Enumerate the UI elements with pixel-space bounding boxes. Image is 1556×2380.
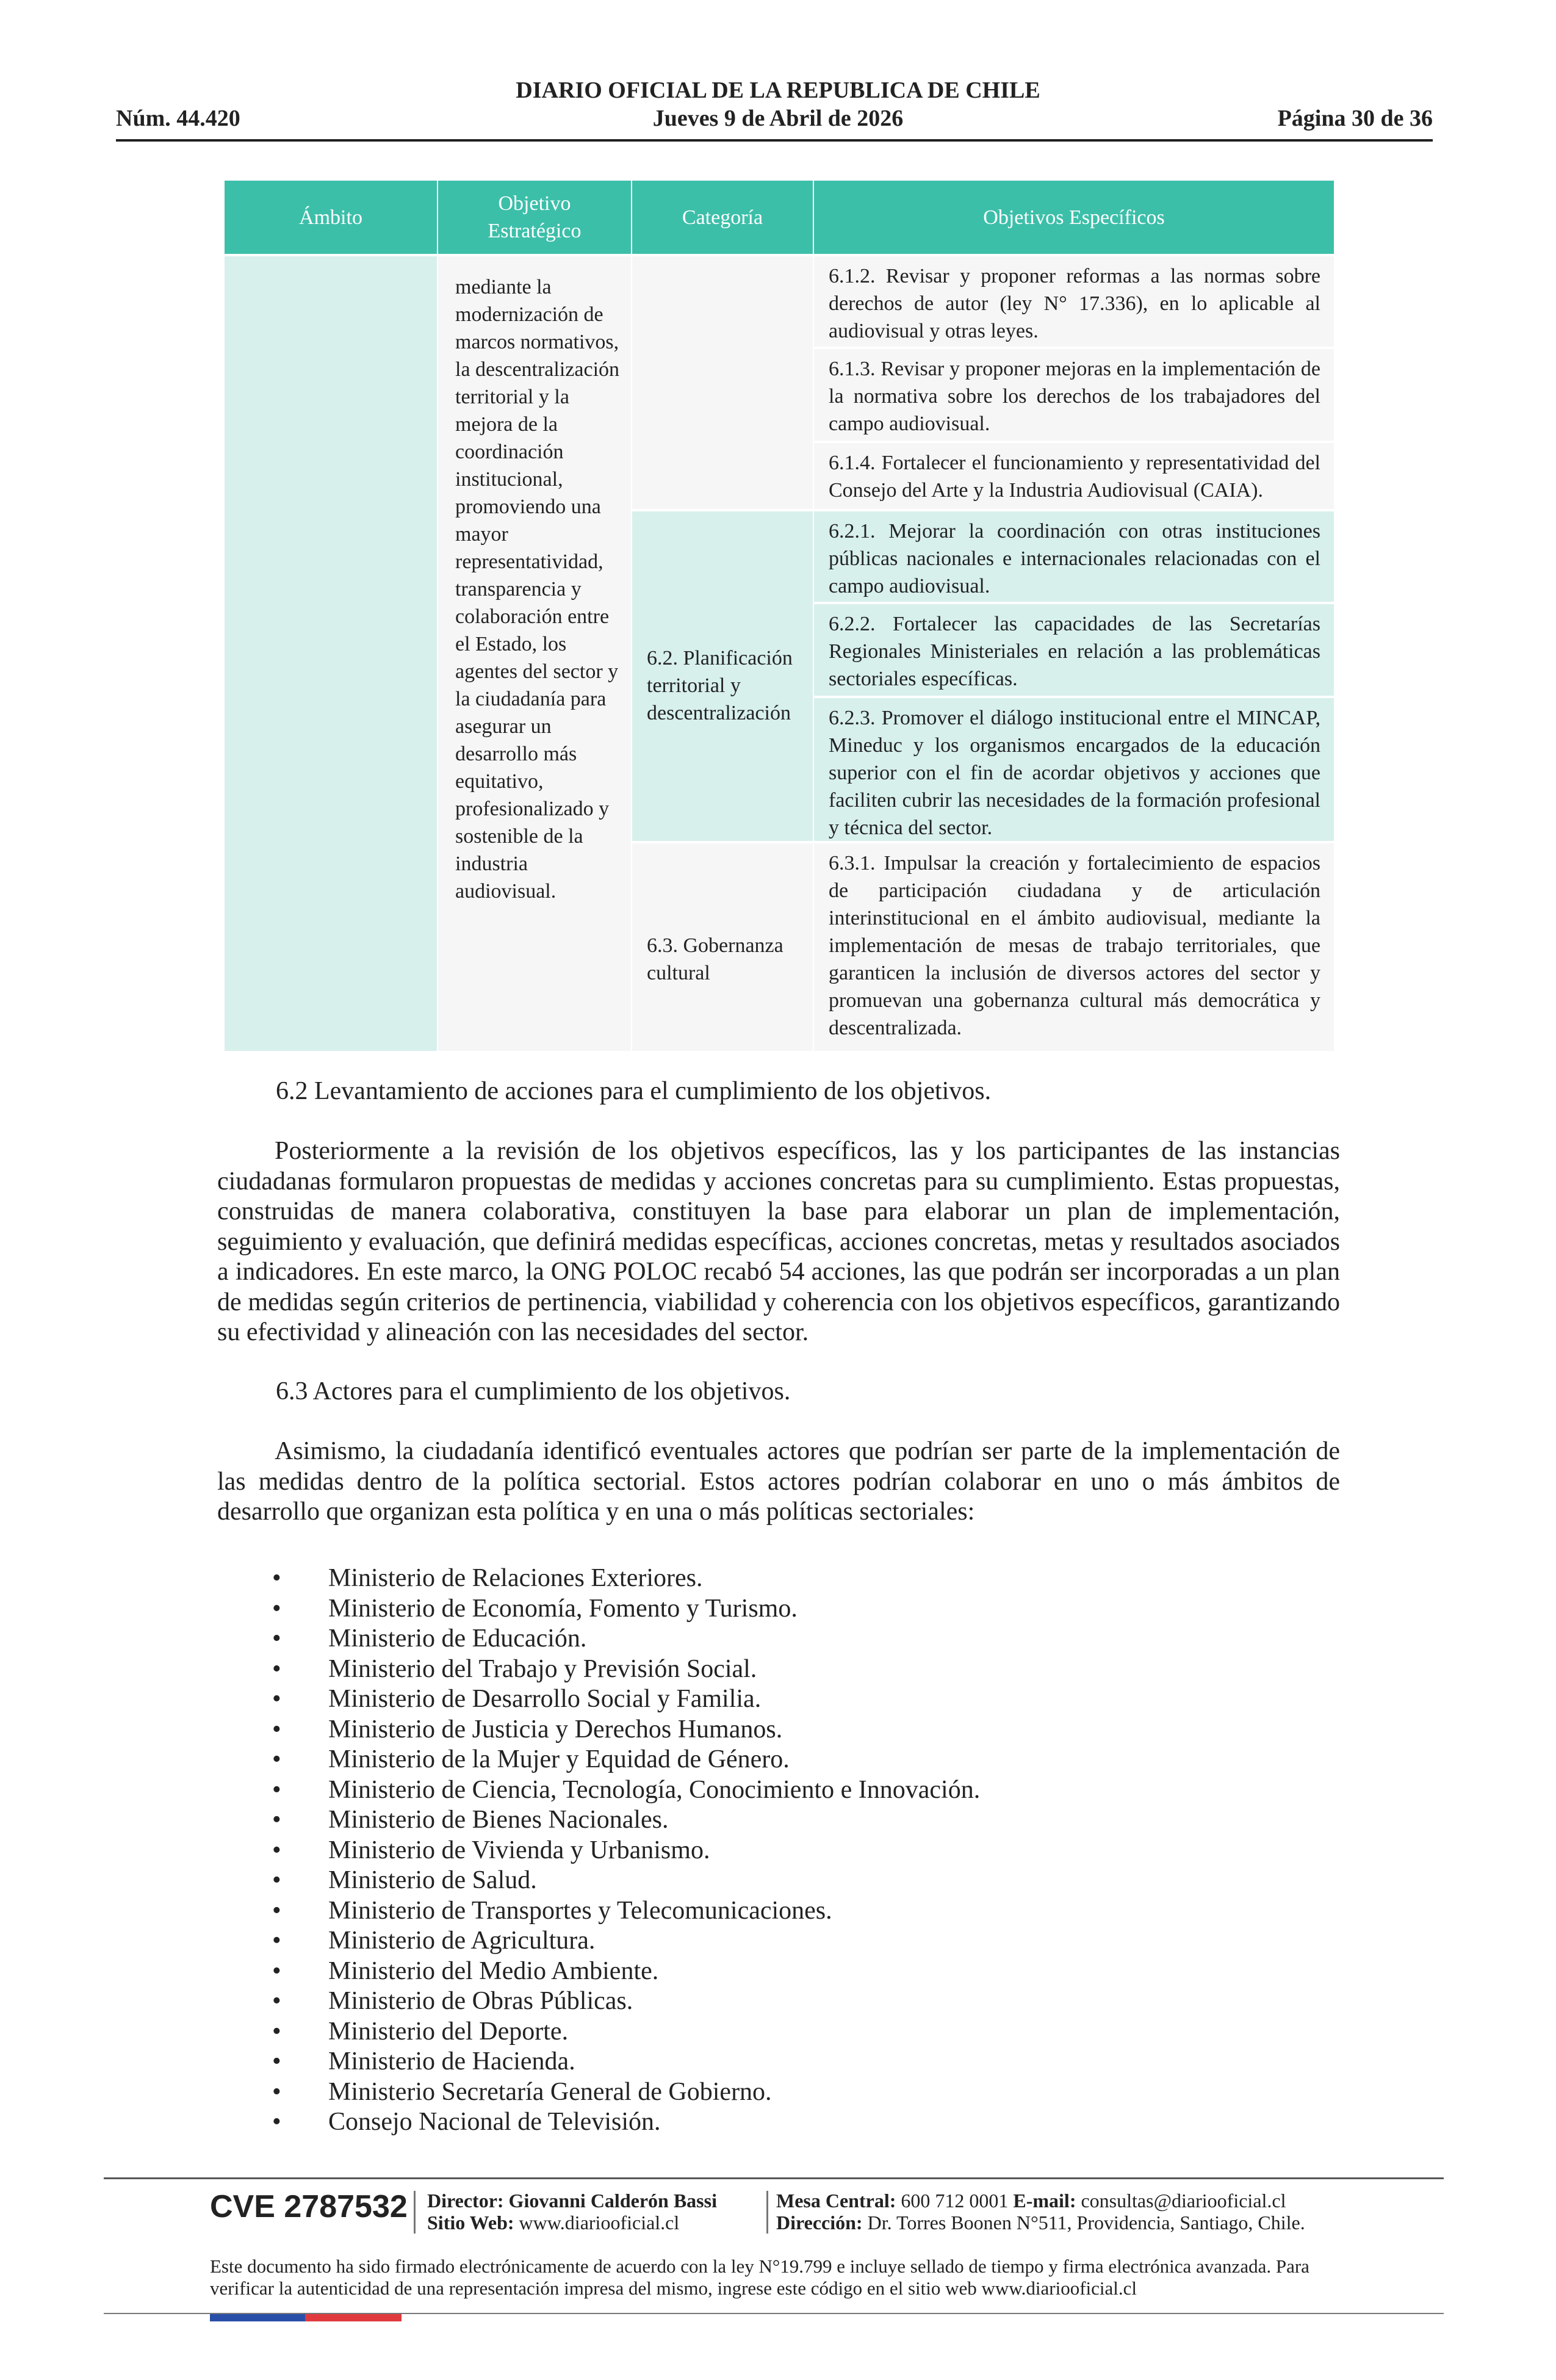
- bullet-icon: •: [272, 1654, 281, 1683]
- bullet-icon: •: [272, 2017, 281, 2046]
- actor-name: Ministerio del Trabajo y Previsión Social.: [328, 1654, 757, 1683]
- bullet-icon: •: [272, 1836, 281, 1864]
- actor-list-item: [272, 1563, 980, 1594]
- actor-list-item: [272, 2077, 980, 2108]
- actor-name: Ministerio de la Mujer y Equidad de Género.: [328, 1745, 790, 1773]
- flag-stripe-red: [305, 2314, 402, 2321]
- actor-name: Ministerio de Economía, Fomento y Turismo.: [328, 1594, 798, 1623]
- actor-list-item: [272, 1866, 980, 1896]
- bullet-icon: •: [272, 1987, 281, 2015]
- footer-separator: [414, 2191, 416, 2234]
- actor-list-item: [272, 1654, 980, 1685]
- objetivo-especifico-623: 6.2.3. Promover el diálogo institucional entre el MINCAP, Mineduc y los organismos encargados de la educación superior con el fin de acordar objetivos y acciones que faciliten cubrir las necesidades de la formación profesional y técnica del sector.: [814, 698, 1334, 841]
- actores-list: [272, 1563, 980, 2138]
- bullet-icon: •: [272, 2108, 281, 2136]
- bullet-icon: •: [272, 2077, 281, 2106]
- actor-name: Ministerio de Vivienda y Urbanismo.: [328, 1836, 710, 1864]
- bullet-icon: •: [272, 1927, 281, 1955]
- header-objetivos-especificos: Objetivos Específicos: [814, 181, 1334, 254]
- actor-name: Ministerio de Hacienda.: [328, 2047, 575, 2075]
- bullet-icon: •: [272, 1775, 281, 1804]
- objetivo-especifico-621: 6.2.1. Mejorar la coordinación con otras instituciones públicas nacionales e internacionales relacionadas con el campo audiovisual.: [814, 511, 1334, 602]
- actor-name: Ministerio de Justicia y Derechos Humanos.: [328, 1715, 783, 1744]
- bullet-icon: •: [272, 1685, 281, 1713]
- categoria-cell-63: [632, 843, 813, 1051]
- ambito-cell: [225, 256, 437, 1051]
- issue-date: Jueves 9 de Abril de 2026: [652, 106, 904, 131]
- categoria-63-text: 6.3. Gobernanza cultural: [647, 934, 783, 984]
- actor-name: Ministerio de Salud.: [328, 1866, 537, 1894]
- footer-separator: [766, 2191, 768, 2234]
- objetivo-especifico-631: 6.3.1. Impulsar la creación y fortalecimiento de espacios de participación ciudadana y de articulación interinstitucional en el ámbito audiovisual, mediante la implementación de mesas de trabajo territoriales, que garanticen la inclusión de diversos actores del sector y promuevan una gobernanza cultural más democrática y descentralizada.: [814, 843, 1334, 1051]
- categoria-62-text: 6.2. Planificación territorial y descentralización: [647, 646, 793, 724]
- web-label: Sitio Web:: [427, 2212, 514, 2234]
- actor-name: Ministerio de Obras Públicas.: [328, 1987, 633, 2015]
- categoria-cell-62: [632, 511, 813, 841]
- actor-name: Ministerio Secretaría General de Gobierno.: [328, 2077, 772, 2106]
- actor-list-item: [272, 2017, 980, 2047]
- actor-list-item: [272, 1986, 980, 2017]
- footer-divider: [104, 2177, 1444, 2179]
- actor-list-item: [272, 2107, 980, 2138]
- actor-name: Ministerio de Desarrollo Social y Familia.: [328, 1685, 762, 1713]
- objectives-table: [225, 181, 1334, 1051]
- header-divider: [116, 139, 1433, 142]
- direccion-value: Dr. Torres Boonen N°511, Providencia, Santiago, Chile.: [867, 2212, 1305, 2234]
- section-heading-63: 6.3 Actores para el cumplimiento de los objetivos.: [276, 1377, 791, 1405]
- bullet-icon: •: [272, 1896, 281, 1925]
- actor-name: Ministerio de Relaciones Exteriores.: [328, 1564, 703, 1592]
- header-ambito: Ámbito: [225, 181, 437, 254]
- actor-list-item: [272, 1805, 980, 1836]
- actor-list-item: [272, 1715, 980, 1745]
- actor-name: Ministerio de Bienes Nacionales.: [328, 1806, 669, 1834]
- objetivo-especifico-614: 6.1.4. Fortalecer el funcionamiento y representatividad del Consejo del Arte y la Industria Audiovisual (CAIA).: [814, 443, 1334, 509]
- actor-list-item: [272, 1745, 980, 1775]
- bullet-icon: •: [272, 1625, 281, 1653]
- bullet-icon: •: [272, 1594, 281, 1623]
- footer-director-block: [427, 2190, 717, 2234]
- objetivo-estrategico-cell: mediante la modernización de marcos normativos, la descentralización territorial y la mejora de la coordinación institucional, promoviendo una mayor representatividad, transparencia y colaboración entre el Estado, los agentes del sector y la ciudadanía para asegurar un desarrollo más equitativo, profesionalizado y sostenible de la industria audiovisual.: [438, 256, 631, 1051]
- categoria-cell-61: [632, 256, 813, 509]
- header-objetivo-estrategico: Objetivo Estratégico: [438, 181, 631, 254]
- issue-number: Núm. 44.420: [116, 106, 240, 131]
- actor-list-item: [272, 1926, 980, 1956]
- actor-list-item: [272, 1624, 980, 1654]
- bullet-icon: •: [272, 2047, 281, 2075]
- paragraph-63: Asimismo, la ciudadanía identificó eventuales actores que podrían ser parte de la implementación de las medidas dentro de la política sectorial. Estos actores podrían colaborar en uno o más ámbitos de desarrollo que organizan esta política y en una o más políticas sectoriales:: [217, 1437, 1340, 1526]
- paragraph-62: Posteriormente a la revisión de los objetivos específicos, las y los participantes de las instancias ciudadanas formularon propuestas de medidas y acciones concretas para su cumplimiento. Estas propuestas, construidas de manera colaborativa, constituyen la base para elaborar un plan de implementación, seguimiento y evaluación, que definirá medidas específicas, acciones concretas, metas y resultados asociados a indicadores. En este marco, la ONG POLOC recabó 54 acciones, las que podrán ser incorporadas a un plan de medidas según criterios de pertinencia, viabilidad y coherencia con los objetivos específicos, garantizando su efectividad y alineación con las necesidades del sector.: [217, 1137, 1340, 1346]
- page-number: Página 30 de 36: [1277, 106, 1433, 131]
- actor-list-item: [272, 1684, 980, 1715]
- bullet-icon: •: [272, 1745, 281, 1773]
- bullet-icon: •: [272, 1866, 281, 1894]
- website-link[interactable]: www.diariooficial.cl: [519, 2212, 680, 2234]
- actor-name: Ministerio del Medio Ambiente.: [328, 1956, 659, 1985]
- objetivo-especifico-612: 6.1.2. Revisar y proponer reformas a las normas sobre derechos de autor (ley N° 17.336), en lo aplicable al audiovisual y otras leyes.: [814, 256, 1334, 347]
- actor-name: Ministerio de Educación.: [328, 1625, 587, 1653]
- bullet-icon: •: [272, 1806, 281, 1834]
- footer-contact-block: [776, 2190, 1305, 2234]
- actor-list-item: [272, 1896, 980, 1927]
- signature-notice: Este documento ha sido firmado electrónicamente de acuerdo con la ley N°19.799 e incluye sellado de tiempo y firma electrónica avanzada. Para verificar la autenticidad de una representación impresa del mismo, ingrese este código en el sitio web www.diariooficial.cl: [210, 2256, 1309, 2299]
- mesa-label: Mesa Central:: [776, 2190, 896, 2212]
- bullet-icon: •: [272, 1564, 281, 1592]
- email-label: E-mail:: [1013, 2190, 1076, 2212]
- objetivo-especifico-622: 6.2.2. Fortalecer las capacidades de las Secretarías Regionales Ministeriales en relación a las problemáticas sectoriales específicas.: [814, 604, 1334, 696]
- header-categoria: Categoría: [632, 181, 813, 254]
- bullet-icon: •: [272, 1956, 281, 1985]
- actor-list-item: [272, 1775, 980, 1806]
- email-link[interactable]: consultas@diariooficial.cl: [1081, 2190, 1286, 2212]
- actor-list-item: [272, 1836, 980, 1866]
- flag-stripe-blue: [210, 2314, 305, 2321]
- actor-name: Ministerio de Agricultura.: [328, 1927, 596, 1955]
- actor-name: Ministerio del Deporte.: [328, 2017, 569, 2046]
- actor-name: Consejo Nacional de Televisión.: [328, 2108, 661, 2136]
- actor-name: Ministerio de Transportes y Telecomunicaciones.: [328, 1896, 832, 1925]
- section-heading-62: 6.2 Levantamiento de acciones para el cumplimiento de los objetivos.: [276, 1077, 992, 1105]
- actor-list-item: [272, 2047, 980, 2077]
- bullet-icon: •: [272, 1715, 281, 1744]
- actor-list-item: [272, 1956, 980, 1987]
- direccion-label: Dirección:: [776, 2212, 863, 2234]
- newspaper-title: DIARIO OFICIAL DE LA REPUBLICA DE CHILE: [516, 78, 1040, 103]
- director-label: Director:: [427, 2190, 504, 2212]
- actor-list-item: [272, 1594, 980, 1625]
- objetivo-especifico-613: 6.1.3. Revisar y proponer mejoras en la implementación de la normativa sobre los derechos de los trabajadores del campo audiovisual.: [814, 349, 1334, 441]
- mesa-phone: 600 712 0001: [901, 2190, 1009, 2212]
- actor-name: Ministerio de Ciencia, Tecnología, Conocimiento e Innovación.: [328, 1775, 981, 1804]
- cve-code: CVE 2787532: [210, 2189, 408, 2224]
- director-name: Giovanni Calderón Bassi: [508, 2190, 717, 2212]
